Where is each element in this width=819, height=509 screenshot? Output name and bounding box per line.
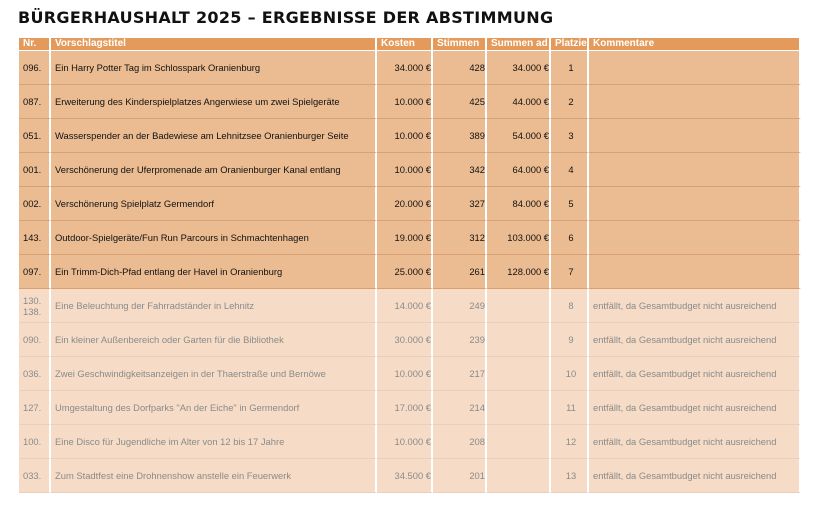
proposal-number: 051. [23, 130, 42, 141]
cell-nr [19, 187, 51, 221]
cell-stimmen: 239 [433, 323, 487, 357]
table-row [19, 255, 801, 289]
cell-summe: 103.000 € [487, 221, 551, 255]
cell-platz: 2 [551, 85, 589, 119]
proposal-number: 143. [23, 232, 42, 243]
table-row [19, 289, 801, 323]
cell-kosten: 10.000 € [377, 85, 433, 119]
cell-title: Zum Stadtfest eine Drohnenshow anstelle ein Feuerwerk [51, 459, 377, 493]
cell-kosten: 10.000 € [377, 119, 433, 153]
cell-stimmen: 425 [433, 85, 487, 119]
cell-kosten: 10.000 € [377, 357, 433, 391]
cell-summe [487, 357, 551, 391]
cell-kommentar [589, 85, 801, 119]
table-row [19, 119, 801, 153]
table-header-row [19, 38, 801, 51]
table-row [19, 425, 801, 459]
cell-kosten: 25.000 € [377, 255, 433, 289]
cell-platz: 5 [551, 187, 589, 221]
cell-title: Outdoor-Spielgeräte/Fun Run Parcours in Schmachtenhagen [51, 221, 377, 255]
cell-summe [487, 425, 551, 459]
cell-kosten: 34.000 € [377, 51, 433, 85]
cell-platz: 6 [551, 221, 589, 255]
cell-kommentar [589, 51, 801, 85]
cell-platz: 7 [551, 255, 589, 289]
cell-summe [487, 289, 551, 323]
cell-platz: 9 [551, 323, 589, 357]
cell-nr [19, 221, 51, 255]
cell-platz: 12 [551, 425, 589, 459]
cell-stimmen: 201 [433, 459, 487, 493]
cell-kosten: 14.000 € [377, 289, 433, 323]
cell-kommentar: entfällt, da Gesamtbudget nicht ausreichend [589, 357, 801, 391]
cell-platz: 4 [551, 153, 589, 187]
cell-kommentar: entfällt, da Gesamtbudget nicht ausreichend [589, 391, 801, 425]
column-header-kosten: Kosten [377, 38, 433, 51]
table-row [19, 187, 801, 221]
cell-nr [19, 459, 51, 493]
cell-summe: 44.000 € [487, 85, 551, 119]
proposal-number: 096. [23, 62, 42, 73]
column-header-platz: Platzie [551, 38, 589, 51]
cell-nr [19, 391, 51, 425]
column-header-kommentare: Kommentare [589, 38, 801, 51]
cell-stimmen: 327 [433, 187, 487, 221]
cell-kosten: 20.000 € [377, 187, 433, 221]
proposal-number: 033. [23, 470, 42, 481]
cell-stimmen: 428 [433, 51, 487, 85]
cell-title: Ein Harry Potter Tag im Schlosspark Oranienburg [51, 51, 377, 85]
cell-title: Verschönerung der Uferpromenade am Oranienburger Kanal entlang [51, 153, 377, 187]
cell-summe [487, 459, 551, 493]
table-row [19, 85, 801, 119]
table-row [19, 357, 801, 391]
column-header-title: Vorschlagstitel [51, 38, 377, 51]
cell-summe: 128.000 € [487, 255, 551, 289]
results-table [19, 38, 801, 493]
page-title: BÜRGERHAUSHALT 2025 – ERGEBNISSE DER ABSTIMMUNG [18, 8, 554, 27]
cell-title: Eine Beleuchtung der Fahrradständer in Lehnitz [51, 289, 377, 323]
cell-stimmen: 389 [433, 119, 487, 153]
cell-kommentar: entfällt, da Gesamtbudget nicht ausreichend [589, 459, 801, 493]
cell-kommentar: entfällt, da Gesamtbudget nicht ausreichend [589, 425, 801, 459]
proposal-number: 138. [23, 305, 42, 317]
cell-nr [19, 323, 51, 357]
cell-nr [19, 425, 51, 459]
cell-kosten: 10.000 € [377, 153, 433, 187]
cell-title: Ein Trimm-Dich-Pfad entlang der Havel in Oranienburg [51, 255, 377, 289]
cell-platz: 3 [551, 119, 589, 153]
cell-platz: 10 [551, 357, 589, 391]
cell-summe: 64.000 € [487, 153, 551, 187]
cell-stimmen: 249 [433, 289, 487, 323]
cell-kommentar [589, 153, 801, 187]
proposal-number: 130. [23, 294, 42, 306]
cell-summe: 54.000 € [487, 119, 551, 153]
column-header-nr: Nr. [19, 38, 51, 51]
cell-platz: 11 [551, 391, 589, 425]
cell-nr [19, 153, 51, 187]
cell-title: Erweiterung des Kinderspielplatzes Angerwiese um zwei Spielgeräte [51, 85, 377, 119]
table-row [19, 391, 801, 425]
proposal-number: 036. [23, 368, 42, 379]
cell-stimmen: 312 [433, 221, 487, 255]
cell-platz: 1 [551, 51, 589, 85]
table-body [19, 51, 801, 493]
cell-summe [487, 391, 551, 425]
cell-kommentar [589, 187, 801, 221]
table-row [19, 459, 801, 493]
proposal-number: 002. [23, 198, 42, 209]
table-row [19, 323, 801, 357]
cell-title: Wasserspender an der Badewiese am Lehnitzsee Oranienburger Seite [51, 119, 377, 153]
cell-summe [487, 323, 551, 357]
table-row [19, 51, 801, 85]
cell-kosten: 19.000 € [377, 221, 433, 255]
cell-summe: 84.000 € [487, 187, 551, 221]
cell-kosten: 30.000 € [377, 323, 433, 357]
table-row [19, 221, 801, 255]
cell-title: Zwei Geschwindigkeitsanzeigen in der Thaerstraße und Bernöwe [51, 357, 377, 391]
proposal-number: 087. [23, 96, 42, 107]
cell-nr [19, 289, 51, 323]
cell-nr [19, 51, 51, 85]
cell-stimmen: 261 [433, 255, 487, 289]
cell-nr [19, 357, 51, 391]
cell-platz: 13 [551, 459, 589, 493]
cell-title: Ein kleiner Außenbereich oder Garten für die Bibliothek [51, 323, 377, 357]
cell-platz: 8 [551, 289, 589, 323]
table-row [19, 153, 801, 187]
cell-title: Verschönerung Spielplatz Germendorf [51, 187, 377, 221]
cell-title: Eine Disco für Jugendliche im Alter von 12 bis 17 Jahre [51, 425, 377, 459]
cell-nr [19, 255, 51, 289]
proposal-number: 001. [23, 164, 42, 175]
cell-kosten: 10.000 € [377, 425, 433, 459]
cell-kommentar [589, 119, 801, 153]
cell-summe: 34.000 € [487, 51, 551, 85]
proposal-number: 127. [23, 402, 42, 413]
cell-kommentar [589, 255, 801, 289]
column-header-stimmen: Stimmen [433, 38, 487, 51]
cell-stimmen: 214 [433, 391, 487, 425]
cell-stimmen: 208 [433, 425, 487, 459]
cell-stimmen: 217 [433, 357, 487, 391]
cell-kosten: 34.500 € [377, 459, 433, 493]
cell-stimmen: 342 [433, 153, 487, 187]
column-header-summe: Summen ad [487, 38, 551, 51]
proposal-number: 090. [23, 334, 42, 345]
cell-kommentar: entfällt, da Gesamtbudget nicht ausreichend [589, 323, 801, 357]
cell-nr [19, 85, 51, 119]
cell-kommentar [589, 221, 801, 255]
cell-kosten: 17.000 € [377, 391, 433, 425]
proposal-number: 097. [23, 266, 42, 277]
cell-kommentar: entfällt, da Gesamtbudget nicht ausreichend [589, 289, 801, 323]
cell-title: Umgestaltung des Dorfparks "An der Eiche" in Germendorf [51, 391, 377, 425]
proposal-number: 100. [23, 436, 42, 447]
cell-nr [19, 119, 51, 153]
